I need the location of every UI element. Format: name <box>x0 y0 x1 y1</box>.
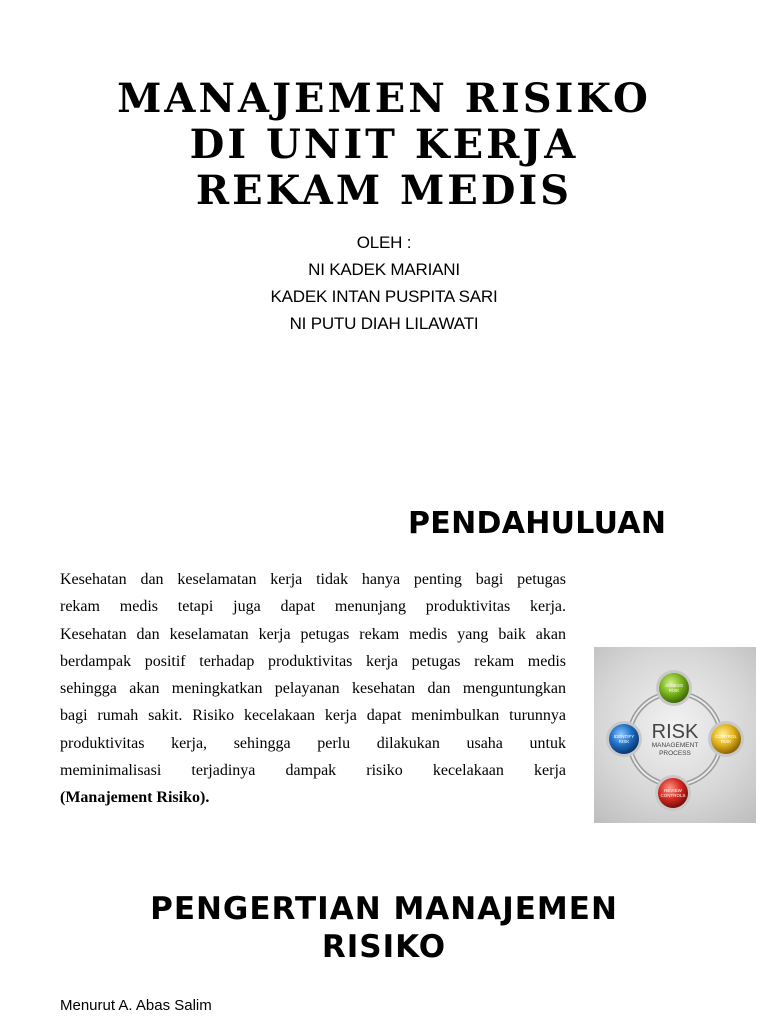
identify-label: IDENTIFY <box>613 734 635 739</box>
authors-block <box>0 229 768 337</box>
paragraph-line: produktivitas kerja, sehingga perlu dilakukan usaha untuk <box>60 734 566 752</box>
assess-risk-node <box>656 670 692 706</box>
assess-label: ASSESS <box>664 683 684 688</box>
control-label: RISK <box>720 739 732 744</box>
risk-center-sub: PROCESS <box>659 750 691 757</box>
paragraph-line: meminimalisasi terjadinya dampak risiko kecelakaan kerja <box>60 762 566 780</box>
pendahuluan-paragraph <box>60 566 566 812</box>
control-risk-node <box>708 721 744 757</box>
paragraph-line: sehingga akan meningkatkan pelayanan kesehatan dan menguntungkan <box>60 680 566 698</box>
paragraph-end: . <box>205 789 210 807</box>
title-line: DI UNIT KERJA <box>189 121 579 168</box>
identify-label: RISK <box>618 739 630 744</box>
review-label: REVIEW <box>664 788 682 793</box>
paragraph-line: rekam medis tetapi juga dapat menunjang produktivitas kerja. <box>60 598 566 616</box>
pengertian-heading <box>0 890 768 966</box>
risk-process-diagram <box>594 647 756 823</box>
control-label: CONTROL <box>714 734 738 739</box>
pengertian-heading-line: PENGERTIAN MANAJEMEN <box>150 891 618 927</box>
main-title <box>0 76 768 214</box>
author-name: NI KADEK MARIANI <box>308 260 460 279</box>
review-label: CONTROLS <box>660 793 686 798</box>
pendahuluan-heading: PENDAHULUAN <box>408 506 667 541</box>
title-line: MANAJEMEN RISIKO <box>117 75 651 122</box>
paragraph-line: Kesehatan dan keselamatan kerja tidak hanya penting bagi petugas <box>60 571 566 588</box>
author-name: KADEK INTAN PUSPITA SARI <box>270 287 498 306</box>
author-name: NI PUTU DIAH LILAWATI <box>289 314 479 333</box>
title-line: REKAM MEDIS <box>195 167 573 214</box>
paragraph-line: bagi rumah sakit. Risiko kecelakaan kerja dapat menimbulkan turunnya <box>60 707 566 725</box>
risk-management-image <box>594 647 756 823</box>
identify-risk-node <box>606 721 642 757</box>
paragraph-line: Kesehatan dan keselamatan kerja petugas rekam medis yang baik akan <box>60 625 566 643</box>
risk-center-title: RISK <box>651 721 699 743</box>
review-controls-node <box>655 775 691 811</box>
paragraph-line <box>60 784 566 811</box>
authors-label: OLEH : <box>356 233 412 252</box>
paragraph-bold: (Manajement Risiko) <box>60 789 206 807</box>
pengertian-heading-line: RISIKO <box>321 929 447 965</box>
risk-center-sub: MANAGEMENT <box>651 742 699 749</box>
pengertian-subheading: Menurut A. Abas Salim <box>60 997 212 1014</box>
paragraph-line: berdampak positif terhadap produktivitas kerja petugas rekam medis <box>60 652 566 670</box>
assess-label: RISK <box>668 688 680 693</box>
